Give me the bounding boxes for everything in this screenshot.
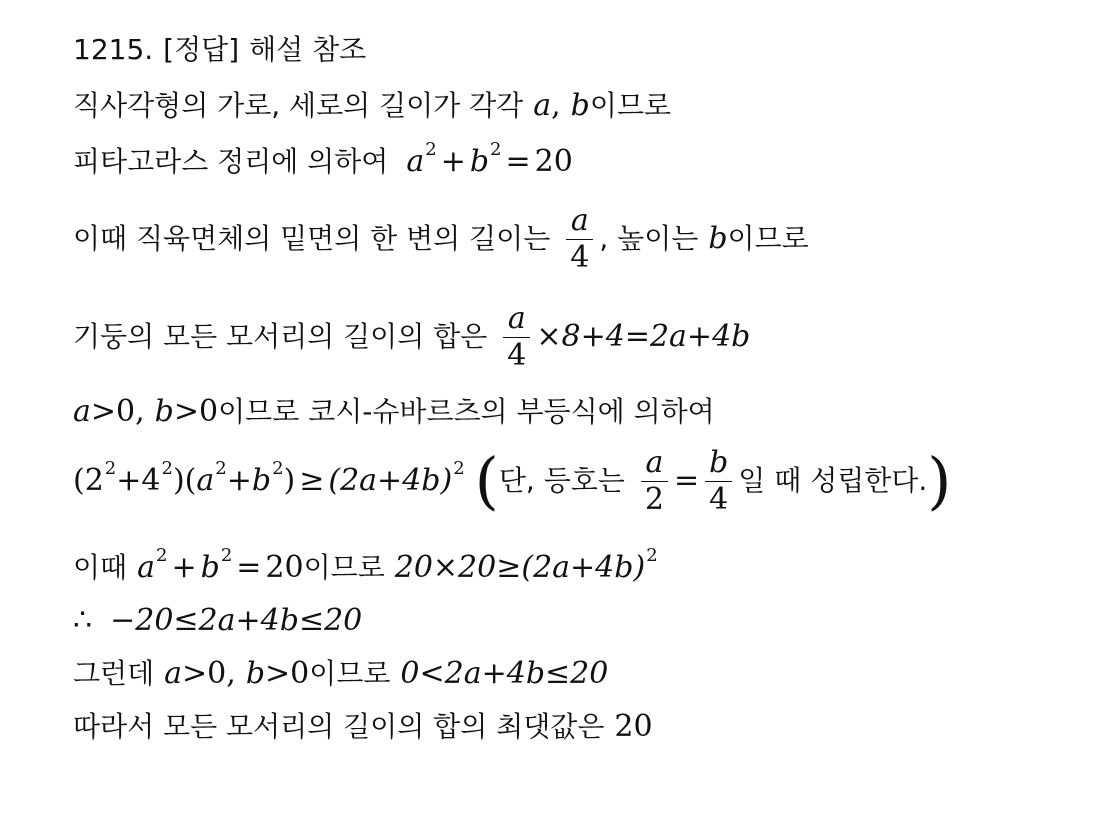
greater-than: > [173,394,200,429]
text: 이므로 코시-슈바르츠의 부등식에 의하여 [218,395,715,428]
text: 그런데 [73,657,155,690]
right-paren: ) [927,444,952,517]
text: 이때 [73,551,128,584]
numerator: a [570,203,589,238]
zero: 0 [199,394,219,429]
exponent: 2 [272,458,284,479]
solution-line-9 [73,603,363,638]
value: 20 [534,144,573,179]
solution-line-6 [73,394,715,429]
fraction-b-over-4 [705,447,732,515]
var-b: b [245,656,266,691]
exponent: 2 [646,545,658,566]
plus: + [171,550,197,585]
expression: −20≤2a+4b≤20 [110,603,363,638]
solution-line-3 [73,139,573,179]
solution-line-8 [73,545,658,585]
numerator: a [507,301,526,336]
exponent: 2 [453,458,465,479]
numerator: a [645,445,664,480]
left-paren: ( [474,444,499,517]
value: 20 [265,550,304,585]
solution-line-11 [73,709,653,744]
solution-line-7 [73,444,952,517]
var-a: a [164,656,183,691]
var-b: b [469,144,490,179]
cauchy-right: (2a+4b) [328,463,453,498]
zero: 0 [290,656,310,691]
exponent: 2 [104,458,117,479]
text: 이므로 [589,89,672,122]
exponent: 2 [215,458,227,479]
var-a: a [137,550,155,585]
comma: , [551,88,561,123]
paren: )( [172,463,197,498]
plus: + [226,463,252,498]
text: 기둥의 모든 모서리의 길이의 합은 [73,320,488,353]
fraction-a-over-4 [503,303,530,371]
greater-than: > [265,656,291,691]
solution-line-4 [73,205,809,273]
text: 이므로 [309,657,391,690]
equals: = [673,463,700,498]
fraction-a-over-4 [566,205,593,273]
exponent: 2 [220,545,233,566]
var-a: a [533,88,552,123]
expression: 0<2a+4b≤20 [400,656,609,691]
var-a: a [73,394,91,429]
text: 일 때 성립한다. [738,464,928,497]
text: 이므로 [727,222,809,255]
text: 이때 직육면체의 밑면의 한 변의 길이는 [73,222,551,255]
equals: = [505,144,531,179]
var-b: b [251,463,272,498]
solution-line-2 [73,88,672,123]
numerator: b [709,445,729,480]
problem-number: 1215. [73,33,154,66]
exponent: 2 [490,139,502,160]
solution-line-10 [73,656,609,691]
inequality: >0, [182,656,236,691]
therefore-symbol: ∴ [73,603,93,638]
cauchy-left: (2 [73,463,104,498]
exponent: 2 [161,458,173,479]
exponent: 2 [425,139,437,160]
problem-header [73,33,367,66]
expression: 20×20≥(2a+4b) [394,550,646,585]
equals: = [236,550,262,585]
denominator: 2 [641,481,668,516]
denominator: 4 [503,337,530,372]
text: 이므로 [303,551,385,584]
text: , 높이는 [599,222,699,255]
exponent: 2 [156,545,168,566]
text: 피타고라스 정리에 의하여 [73,145,389,178]
text: 단, 등호는 [498,464,625,497]
var-b: b [570,88,590,123]
plus: + [440,144,466,179]
var-b: b [200,550,220,585]
answer-tag: [정답] [163,33,240,66]
plus-four: +4 [116,463,161,498]
max-value: 20 [614,709,653,744]
text: 따라서 모든 모서리의 길이의 합의 최댓값은 [73,710,605,743]
solution-line-5 [73,303,750,371]
var-b: b [708,221,728,256]
inequality: >0, [90,394,145,429]
var-a: a [406,144,425,179]
denominator: 4 [705,481,732,516]
expression: ×8+4=2a+4b [536,319,751,354]
fraction-a-over-2 [641,447,668,515]
paren: ) [283,463,296,498]
var-a: a [196,463,215,498]
answer-text: 해설 참조 [249,33,367,66]
greater-equal: ≥ [299,463,325,498]
var-b: b [154,394,174,429]
denominator: 4 [566,239,593,274]
text: 직사각형의 가로, 세로의 길이가 각각 [73,89,524,122]
